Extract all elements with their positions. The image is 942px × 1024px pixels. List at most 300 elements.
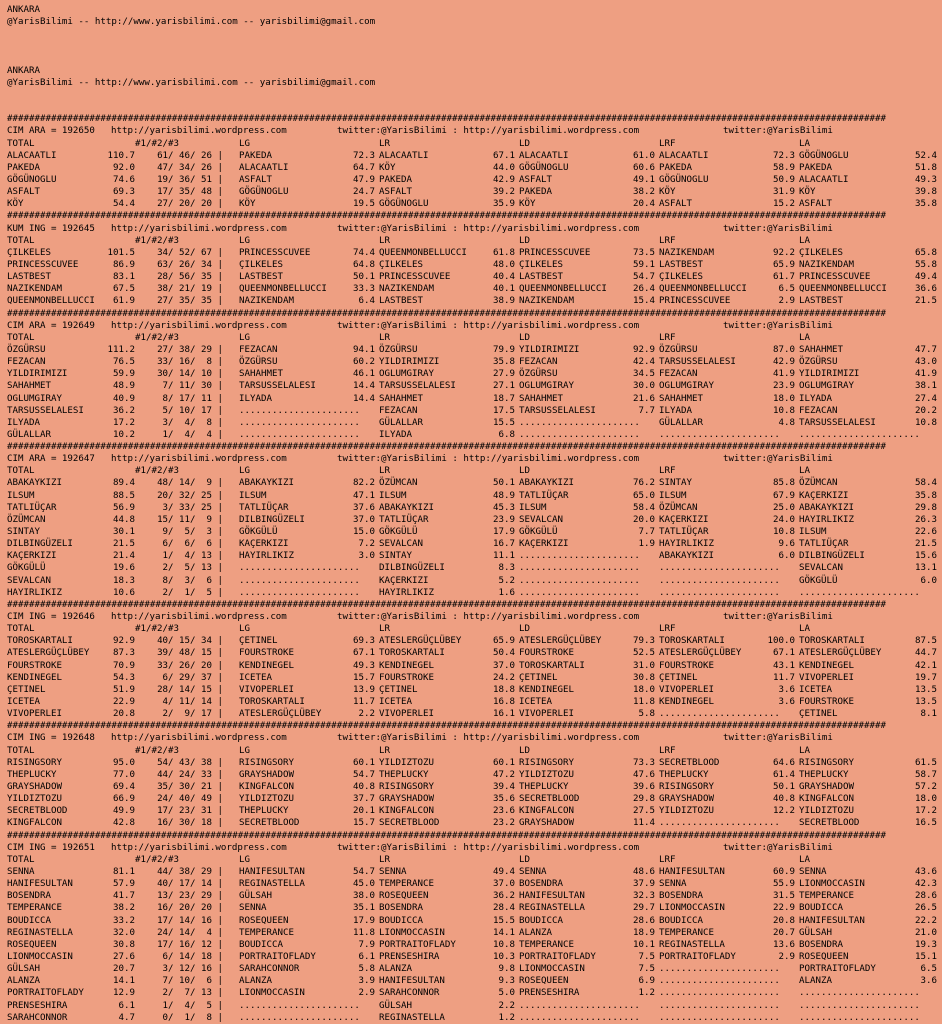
lrf-value: 65.9 xyxy=(773,259,795,270)
col-lrf-header: LRF xyxy=(659,332,676,343)
la-value: 21.5 xyxy=(915,296,937,307)
col-lr-header: LR xyxy=(379,624,390,635)
total-score: 20.8 xyxy=(113,709,135,720)
total-score: 54.4 xyxy=(113,199,135,210)
col-positions-header: #1/#2/#3 xyxy=(135,745,179,756)
la-value: 6.5 xyxy=(920,964,937,975)
lr-value: 37.0 xyxy=(493,879,515,890)
race-title-row xyxy=(7,320,937,332)
ld-value: 31.0 xyxy=(633,660,655,671)
column-header-row xyxy=(7,138,937,150)
table-row xyxy=(7,490,937,502)
placings: 3/ 12/ 16 | xyxy=(157,964,223,975)
lg-name: KENDINEGEL xyxy=(239,660,294,671)
lg-value: 15.7 xyxy=(353,818,375,829)
la-value: 35.8 xyxy=(915,490,937,501)
horse-name: THEPLUCKY xyxy=(7,769,57,780)
la-name: ILYADA xyxy=(799,393,832,404)
total-score: 6.1 xyxy=(118,1000,135,1011)
lr-value: 44.0 xyxy=(493,162,515,173)
horse-name: ÖZÜMCAN xyxy=(7,514,46,525)
lr-value: 79.9 xyxy=(493,344,515,355)
col-lg-header: LG xyxy=(239,235,250,246)
lrf-name: SINTAY xyxy=(659,478,692,489)
horse-name: FEZACAN xyxy=(7,357,46,368)
ld-name: PRENSESHIRA xyxy=(519,988,580,999)
horse-name: PRINCESSCUVEE xyxy=(7,259,79,270)
horse-name: QUEENMONBELLUCCI xyxy=(7,296,95,307)
race-url: http://yarisbilimi.wordpress.com xyxy=(111,223,287,234)
lrf-value: 31.5 xyxy=(773,891,795,902)
total-score: 77.0 xyxy=(113,769,135,780)
lrf-name: KÖY xyxy=(659,187,676,198)
la-value: 38.1 xyxy=(915,381,937,392)
ld-value: 49.1 xyxy=(633,174,655,185)
ld-value: 26.4 xyxy=(633,284,655,295)
lr-name: GÜLSAH xyxy=(379,1000,412,1011)
col-total-header: TOTAL xyxy=(7,332,35,343)
ld-name: ...................... xyxy=(519,587,640,598)
column-header-row xyxy=(7,854,937,866)
table-row xyxy=(7,271,937,283)
table-row xyxy=(7,878,937,890)
ld-name: SEVALCAN xyxy=(519,514,563,525)
col-total-header: TOTAL xyxy=(7,235,35,246)
table-row xyxy=(7,526,937,538)
ld-name: KÖY xyxy=(519,199,536,210)
lr-name: GÖGÜNOGLU xyxy=(379,199,429,210)
la-value: 51.8 xyxy=(915,162,937,173)
la-name: ...................... xyxy=(799,1000,920,1011)
la-name: OGLUMGIRAY xyxy=(799,381,854,392)
separator-line: ################################################################################################################################################################ xyxy=(7,599,886,610)
col-la-header: LA xyxy=(799,332,810,343)
lg-name: PORTRAITOFLADY xyxy=(239,951,316,962)
ld-value: 27.5 xyxy=(633,806,655,817)
lrf-value: 4.8 xyxy=(778,417,795,428)
placings: 24/ 40/ 49 | xyxy=(157,794,223,805)
race-title: KUM ING = 192645 xyxy=(7,223,95,234)
lg-value: 33.3 xyxy=(353,284,375,295)
lrf-value: 13.6 xyxy=(773,939,795,950)
placings: 27/ 38/ 29 | xyxy=(157,344,223,355)
lg-name: ÖZGÜRSU xyxy=(239,357,278,368)
ld-value: 29.8 xyxy=(633,794,655,805)
table-row xyxy=(7,805,937,817)
placings: 35/ 30/ 21 | xyxy=(157,782,223,792)
placings: 4/ 11/ 14 | xyxy=(157,697,223,708)
lg-name: TOROSKARTALI xyxy=(239,697,305,708)
la-name: TARSUSSELALESI xyxy=(799,417,876,428)
col-la-header: LA xyxy=(799,745,810,756)
table-row xyxy=(7,575,937,587)
lrf-name: GÖGÜNOGLU xyxy=(659,174,709,185)
ld-value: 10.1 xyxy=(633,939,655,950)
race-title-row xyxy=(7,453,937,465)
lrf-name: KENDINEGEL xyxy=(659,697,714,708)
horse-name: YILDIZTOZU xyxy=(7,794,62,805)
table-row xyxy=(7,769,937,781)
lg-name: YILDIZTOZU xyxy=(239,794,294,805)
lrf-name: THEPLUCKY xyxy=(659,769,709,780)
race-twitter-url: twitter:@YarisBilimi : http://yarisbilimi.wordpress.com xyxy=(337,454,640,465)
lr-name: LIONMOCCASIN xyxy=(379,927,445,938)
separator-line: ################################################################################################################################################################ xyxy=(7,211,886,222)
ld-name: YILDIRIMIZI xyxy=(519,344,580,355)
results-document xyxy=(7,4,937,1024)
la-value: 49.4 xyxy=(915,272,937,283)
lg-name: BOUDICCA xyxy=(239,939,283,950)
table-row xyxy=(7,793,937,805)
lg-value: 37.0 xyxy=(353,514,375,525)
race-title-row xyxy=(7,223,937,235)
col-lr-header: LR xyxy=(379,332,390,343)
lr-value: 39.4 xyxy=(493,782,515,792)
horse-name: FOURSTROKE xyxy=(7,660,62,671)
lg-value: 19.5 xyxy=(353,199,375,210)
lg-name: FEZACAN xyxy=(239,344,278,355)
ld-name: FOURSTROKE xyxy=(519,648,574,659)
ld-value: 76.2 xyxy=(633,478,655,489)
la-name: SENNA xyxy=(799,866,827,877)
lr-value: 9.3 xyxy=(498,976,515,987)
la-name: HAYIRLIKIZ xyxy=(799,514,854,525)
lr-name: HAYIRLIKIZ xyxy=(379,587,434,598)
lr-name: TOROSKARTALI xyxy=(379,648,445,659)
placings: 0/ 1/ 8 | xyxy=(157,1012,223,1023)
la-name: ÇETINEL xyxy=(799,709,838,720)
table-row xyxy=(7,781,937,793)
col-lrf-header: LRF xyxy=(659,138,676,149)
race-twitter: twitter:@YarisBilimi xyxy=(723,612,833,623)
la-value: 58.4 xyxy=(915,478,937,489)
col-lrf-header: LRF xyxy=(659,466,676,477)
la-value: 36.6 xyxy=(915,284,937,295)
race-twitter: twitter:@YarisBilimi xyxy=(723,842,833,853)
race-block xyxy=(7,830,937,1024)
race-block xyxy=(7,720,937,829)
total-score: 111.2 xyxy=(107,344,135,355)
col-ld-header: LD xyxy=(519,854,530,865)
horse-name: ICETEA xyxy=(7,697,40,708)
horse-name: ABAKAYKIZI xyxy=(7,478,62,489)
table-row xyxy=(7,660,937,672)
total-score: 92.0 xyxy=(113,162,135,173)
lg-name: ...................... xyxy=(239,405,360,416)
la-name: ...................... xyxy=(799,988,920,999)
ld-name: ...................... xyxy=(519,563,640,574)
col-total-header: TOTAL xyxy=(7,466,35,477)
ld-name: PRINCESSCUVEE xyxy=(519,247,591,258)
lg-name: GÖGÜNOGLU xyxy=(239,187,289,198)
race-url: http://yarisbilimi.wordpress.com xyxy=(111,454,287,465)
placings: 8/ 17/ 11 | xyxy=(157,393,223,404)
lrf-name: HANIFESULTAN xyxy=(659,866,725,877)
lr-value: 35.6 xyxy=(493,794,515,805)
col-lr-header: LR xyxy=(379,235,390,246)
ld-value: 11.8 xyxy=(633,697,655,708)
lr-value: 11.1 xyxy=(493,551,515,562)
horse-name: ROSEQUEEN xyxy=(7,939,57,950)
lrf-value: 20.7 xyxy=(773,927,795,938)
lr-name: PRINCESSCUVEE xyxy=(379,272,451,283)
race-title: CIM ARA = 192649 xyxy=(7,320,95,331)
lrf-value: 3.6 xyxy=(778,697,795,708)
total-score: 27.6 xyxy=(113,951,135,962)
race-title-row xyxy=(7,611,937,623)
la-value: 19.7 xyxy=(915,672,937,683)
race-url: http://yarisbilimi.wordpress.com xyxy=(111,320,287,331)
lr-name: VIVOPERLEI xyxy=(379,709,434,720)
race-url: http://yarisbilimi.wordpress.com xyxy=(111,842,287,853)
lg-value: 47.9 xyxy=(353,174,375,185)
placings: 28/ 14/ 15 | xyxy=(157,684,223,695)
lr-name: ÖZGÜRSU xyxy=(379,344,418,355)
lr-name: KAÇERKIZI xyxy=(379,575,429,586)
lg-name: ...................... xyxy=(239,563,360,574)
placings: 2/ 9/ 17 | xyxy=(157,709,223,720)
lr-name: SINTAY xyxy=(379,551,412,562)
lg-name: VIVOPERLEI xyxy=(239,684,294,695)
ld-name: ...................... xyxy=(519,1012,640,1023)
lg-name: ICETEA xyxy=(239,672,272,683)
la-value: 3.6 xyxy=(920,976,937,987)
table-row xyxy=(7,915,937,927)
col-lr-header: LR xyxy=(379,466,390,477)
la-name: ÇILKELES xyxy=(799,247,843,258)
la-name: YILDIRIMIZI xyxy=(799,369,860,380)
lg-name: ÇETINEL xyxy=(239,636,278,647)
lrf-name: ...................... xyxy=(659,818,780,829)
placings: 1/ 4/ 5 | xyxy=(157,1000,223,1011)
total-score: 30.8 xyxy=(113,939,135,950)
ld-name: YILDIZTOZU xyxy=(519,769,574,780)
lr-value: 18.8 xyxy=(493,684,515,695)
lr-name: ALACAATLI xyxy=(379,150,429,161)
ld-value: 58.4 xyxy=(633,502,655,513)
table-row xyxy=(7,514,937,526)
column-header-row xyxy=(7,235,937,247)
lg-value: 47.1 xyxy=(353,490,375,501)
placings: 6/ 14/ 18 | xyxy=(157,951,223,962)
ld-value: 15.4 xyxy=(633,296,655,307)
lg-name: FOURSTROKE xyxy=(239,648,294,659)
la-name: LIONMOCCASIN xyxy=(799,879,865,890)
lrf-name: ...................... xyxy=(659,429,780,440)
ld-value: 48.6 xyxy=(633,866,655,877)
total-score: 51.9 xyxy=(113,684,135,695)
col-lg-header: LG xyxy=(239,466,250,477)
table-row xyxy=(7,635,937,647)
lrf-value: 10.8 xyxy=(773,405,795,416)
placings: 34/ 52/ 67 | xyxy=(157,247,223,258)
lr-name: GRAYSHADOW xyxy=(379,794,434,805)
ld-name: ALACAATLI xyxy=(519,150,569,161)
ld-name: GRAYSHADOW xyxy=(519,818,574,829)
ld-name: NAZIKENDAM xyxy=(519,296,574,307)
lr-name: SENNA xyxy=(379,866,407,877)
lr-name: REGINASTELLA xyxy=(379,1012,445,1023)
lrf-name: SAHAHMET xyxy=(659,393,703,404)
ld-value: 34.5 xyxy=(633,369,655,380)
horse-name: KAÇERKIZI xyxy=(7,551,57,562)
lg-value: 6.1 xyxy=(358,951,375,962)
lg-name: ...................... xyxy=(239,587,360,598)
total-score: 56.9 xyxy=(113,502,135,513)
lg-name: ...................... xyxy=(239,1000,360,1011)
lrf-name: ÖZGÜRSU xyxy=(659,344,698,355)
placings: 2/ 7/ 13 | xyxy=(157,988,223,999)
column-header-row xyxy=(7,745,937,757)
ld-name: THEPLUCKY xyxy=(519,782,569,792)
horse-name: ALANZA xyxy=(7,976,40,987)
lg-value: 24.7 xyxy=(353,187,375,198)
lg-value: 15.0 xyxy=(353,527,375,538)
la-value: 65.8 xyxy=(915,247,937,258)
horse-name: SENNA xyxy=(7,866,35,877)
ld-name: ...................... xyxy=(519,429,640,440)
horse-name: PRENSESHIRA xyxy=(7,1000,68,1011)
lr-value: 48.9 xyxy=(493,490,515,501)
lg-name: PRINCESSCUVEE xyxy=(239,247,311,258)
table-row xyxy=(7,902,937,914)
total-score: 36.2 xyxy=(113,405,135,416)
total-score: 101.5 xyxy=(107,247,135,258)
total-score: 21.4 xyxy=(113,551,135,562)
col-ld-header: LD xyxy=(519,466,530,477)
table-row xyxy=(7,987,937,999)
table-row xyxy=(7,247,937,259)
lg-value: 40.8 xyxy=(353,782,375,792)
lrf-name: TARSUSSELALESI xyxy=(659,357,736,368)
lrf-name: ATESLERGÜÇLÜBEY xyxy=(659,648,742,659)
ld-value: 7.5 xyxy=(638,951,655,962)
lr-name: GÜLALLAR xyxy=(379,417,423,428)
ld-value: 32.3 xyxy=(633,891,655,902)
la-value: 26.5 xyxy=(915,903,937,914)
la-name: BOSENDRA xyxy=(799,939,843,950)
lg-value: 2.2 xyxy=(358,709,375,720)
lr-name: FEZACAN xyxy=(379,405,418,416)
lrf-value: 50.1 xyxy=(773,782,795,792)
lr-value: 47.2 xyxy=(493,769,515,780)
lrf-value: 87.0 xyxy=(773,344,795,355)
placings: 27/ 20/ 20 | xyxy=(157,199,223,210)
horse-name: TOROSKARTALI xyxy=(7,636,73,647)
placings: 38/ 21/ 19 | xyxy=(157,284,223,295)
table-row xyxy=(7,562,937,574)
la-value: 21.0 xyxy=(915,927,937,938)
la-name: TOROSKARTALI xyxy=(799,636,865,647)
col-la-header: LA xyxy=(799,138,810,149)
lr-name: FOURSTROKE xyxy=(379,672,434,683)
lrf-name: ...................... xyxy=(659,587,780,598)
la-name: ...................... xyxy=(799,1012,920,1023)
separator-line: ################################################################################################################################################################ xyxy=(7,721,886,732)
la-value: 13.1 xyxy=(915,563,937,574)
lrf-name: ALACAATLI xyxy=(659,150,709,161)
horse-name: HAYIRLIKIZ xyxy=(7,587,62,598)
lg-name: ALANZA xyxy=(239,976,272,987)
la-name: VIVOPERLEI xyxy=(799,672,854,683)
ld-name: SECRETBLOOD xyxy=(519,794,580,805)
horse-name: REGINASTELLA xyxy=(7,927,73,938)
lr-name: ABAKAYKIZI xyxy=(379,502,434,513)
lrf-value: 60.9 xyxy=(773,866,795,877)
col-lrf-header: LRF xyxy=(659,854,676,865)
table-row xyxy=(7,380,937,392)
lr-name: PRENSESHIRA xyxy=(379,951,440,962)
horse-name: DILBINGÜZELI xyxy=(7,539,73,550)
lg-value: 11.8 xyxy=(353,927,375,938)
ld-name: QUEENMONBELLUCCI xyxy=(519,284,607,295)
col-la-header: LA xyxy=(799,624,810,635)
lrf-value: 67.1 xyxy=(773,648,795,659)
table-row xyxy=(7,696,937,708)
table-row xyxy=(7,550,937,562)
table-row xyxy=(7,975,937,987)
la-name: ATESLERGÜÇLÜBEY xyxy=(799,648,882,659)
header-credit: @YarisBilimi -- http://www.yarisbilimi.com -- yarisbilimi@gmail.com xyxy=(7,77,376,88)
ld-name: ...................... xyxy=(519,417,640,428)
table-row xyxy=(7,477,937,489)
ld-name: ...................... xyxy=(519,1000,640,1011)
ld-name: RISINGSORY xyxy=(519,757,574,768)
lg-value: 3.9 xyxy=(358,976,375,987)
lg-value: 46.1 xyxy=(353,369,375,380)
la-name: RISINGSORY xyxy=(799,757,854,768)
lr-name: ILSUM xyxy=(379,490,407,501)
race-block xyxy=(7,599,937,720)
lr-name: SAHAHMET xyxy=(379,393,423,404)
total-score: 69.4 xyxy=(113,782,135,792)
ld-value: 11.4 xyxy=(633,818,655,829)
race-title-row xyxy=(7,125,937,137)
lr-value: 27.9 xyxy=(493,369,515,380)
placings: 17/ 16/ 12 | xyxy=(157,939,223,950)
total-score: 92.9 xyxy=(113,636,135,647)
lr-value: 35.9 xyxy=(493,199,515,210)
lr-value: 10.8 xyxy=(493,939,515,950)
total-score: 4.7 xyxy=(118,1012,135,1023)
lrf-name: QUEENMONBELLUCCI xyxy=(659,284,747,295)
la-name: SAHAHMET xyxy=(799,344,843,355)
col-la-header: LA xyxy=(799,235,810,246)
lg-name: ILYADA xyxy=(239,393,272,404)
total-score: 21.5 xyxy=(113,539,135,550)
placings: 1/ 4/ 13 | xyxy=(157,551,223,562)
lrf-value: 64.6 xyxy=(773,757,795,768)
la-value: 42.1 xyxy=(915,660,937,671)
lg-value: 60.1 xyxy=(353,757,375,768)
race-twitter-url: twitter:@YarisBilimi : http://yarisbilimi.wordpress.com xyxy=(337,126,640,137)
placings: 7/ 10/ 6 | xyxy=(157,976,223,987)
lr-value: 28.4 xyxy=(493,903,515,914)
total-score: 67.5 xyxy=(113,284,135,295)
placings: 6/ 29/ 37 | xyxy=(157,672,223,683)
ld-value: 59.1 xyxy=(633,259,655,270)
lr-name: ALANZA xyxy=(379,964,412,975)
column-header-row xyxy=(7,623,937,635)
lr-value: 60.1 xyxy=(493,757,515,768)
ld-value: 92.9 xyxy=(633,344,655,355)
lrf-name: VIVOPERLEI xyxy=(659,684,714,695)
race-twitter: twitter:@YarisBilimi xyxy=(723,223,833,234)
race-block xyxy=(7,441,937,599)
lg-name: KAÇERKIZI xyxy=(239,539,289,550)
la-value: 61.5 xyxy=(915,757,937,768)
horse-name: VIVOPERLEI xyxy=(7,709,62,720)
